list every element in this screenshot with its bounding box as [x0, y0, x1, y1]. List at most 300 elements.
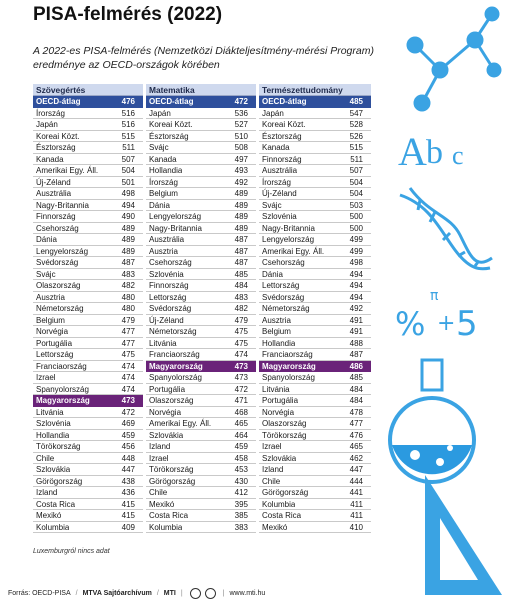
table-row [259, 453, 371, 465]
country-name: Koreai Közt. [262, 120, 306, 129]
country-name: Costa Rica [149, 511, 189, 520]
country-name: Görögország [36, 476, 83, 486]
table-row [259, 510, 371, 522]
score-value: 456 [121, 442, 135, 451]
score-value: 484 [349, 396, 363, 405]
score-value: 474 [121, 361, 135, 371]
country-name: Franciaország [36, 361, 87, 371]
table-row [259, 522, 371, 534]
country-name: Görögország [149, 476, 196, 486]
table-row [146, 372, 256, 384]
table-row [146, 292, 256, 304]
country-name: Ausztria [149, 246, 178, 256]
country-name: Észtország [262, 131, 302, 141]
table-row [33, 177, 143, 189]
score-value: 492 [234, 177, 248, 187]
mtva-logo-icon [190, 588, 201, 599]
score-value: 471 [234, 396, 248, 405]
country-name: Finnország [36, 212, 76, 221]
score-value: 494 [121, 200, 135, 210]
oecd-average-row [33, 96, 143, 108]
table-column [259, 84, 371, 533]
table-row [146, 453, 256, 465]
table-row [146, 177, 256, 189]
footer-separator: | [180, 590, 183, 597]
score-value: 448 [121, 453, 135, 463]
score-value: 447 [349, 465, 363, 474]
svg-text:+: + [437, 311, 456, 336]
triangle-ruler-icon [425, 475, 502, 595]
score-value: 415 [121, 511, 135, 520]
country-name: Dánia [36, 235, 57, 244]
country-name: Németország [262, 304, 310, 313]
country-name: Costa Rica [36, 499, 76, 509]
table-row [146, 430, 256, 442]
table-column [33, 84, 143, 533]
score-value: 487 [121, 258, 135, 267]
country-name: Szlovákia [36, 465, 71, 474]
table-row [146, 188, 256, 200]
score-value: 498 [121, 189, 135, 198]
table-row [259, 292, 371, 304]
country-name: Finnország [262, 154, 302, 164]
score-value: 410 [349, 522, 363, 532]
table-row [259, 303, 371, 315]
score-value: 487 [234, 258, 248, 267]
table-row [146, 407, 256, 419]
table-row [146, 522, 256, 534]
country-name: Kolumbia [262, 499, 296, 509]
table-row [259, 315, 371, 327]
score-value: 484 [234, 281, 248, 290]
table-row [33, 303, 143, 315]
score-value: 504 [349, 177, 363, 187]
country-name: Szlovákia [149, 430, 184, 440]
table-row [33, 476, 143, 488]
table-row [259, 234, 371, 246]
footer-credit: MTVA Sajtóarchívum [82, 590, 152, 597]
table-row [33, 154, 143, 166]
score-value: 438 [121, 476, 135, 486]
table-row [33, 119, 143, 131]
table-row [33, 246, 143, 258]
dna-icon [400, 188, 492, 269]
svg-text:%: % [395, 305, 426, 343]
table-row [33, 142, 143, 154]
table-row [146, 246, 256, 258]
country-name: Szlovénia [36, 419, 71, 428]
score-value: 500 [349, 212, 363, 221]
country-name: Belgium [262, 327, 291, 336]
score-value: 430 [234, 476, 248, 486]
country-name: Lengyelország [262, 235, 315, 244]
score-value: 473 [234, 361, 248, 371]
country-name: Portugália [262, 396, 299, 405]
score-value: 482 [234, 304, 248, 313]
table-row [33, 384, 143, 396]
score-value: 511 [122, 143, 135, 152]
table-row [33, 453, 143, 465]
table-row [259, 430, 371, 442]
country-name: Ausztrália [262, 166, 298, 175]
table-row [146, 200, 256, 212]
country-name: Izrael [149, 453, 169, 463]
score-value: 469 [121, 419, 135, 428]
table-row [33, 372, 143, 384]
country-name: Chile [36, 453, 55, 463]
table-row [33, 257, 143, 269]
score-value: 474 [121, 373, 135, 382]
country-name: Kanada [262, 143, 290, 152]
country-name: Csehország [36, 223, 79, 233]
country-name: Észtország [149, 131, 189, 141]
table-row [259, 338, 371, 350]
table-row [33, 108, 143, 120]
country-name: Litvánia [262, 384, 290, 394]
country-name: Izrael [36, 373, 56, 382]
table-row [259, 499, 371, 511]
decoration-panel [380, 0, 510, 600]
table-row [33, 487, 143, 499]
score-value: 483 [121, 269, 135, 279]
score-value: 515 [121, 131, 135, 141]
flask-icon [390, 360, 474, 482]
table-row [146, 418, 256, 430]
table-row [33, 349, 143, 361]
table-row [146, 384, 256, 396]
country-name: Ausztrália [149, 235, 185, 244]
table-row [146, 338, 256, 350]
table-row [146, 476, 256, 488]
table-row [146, 303, 256, 315]
country-name: Costa Rica [262, 511, 302, 520]
score-value: 477 [121, 327, 135, 336]
table-row [259, 188, 371, 200]
country-name: OECD-átlag [262, 97, 307, 106]
score-value: 480 [121, 304, 135, 313]
country-name: Koreai Közt. [149, 120, 193, 129]
score-value: 473 [121, 396, 135, 405]
molecule-icon [408, 8, 500, 110]
table-row [259, 177, 371, 189]
footer-separator: | [222, 590, 225, 597]
score-value: 526 [349, 131, 363, 141]
hungary-row [259, 361, 371, 373]
score-value: 411 [350, 499, 363, 509]
country-name: Finnország [149, 281, 189, 290]
country-name: Belgium [36, 315, 65, 325]
table-row [259, 418, 371, 430]
table-row [259, 384, 371, 396]
country-name: Lengyelország [36, 246, 89, 256]
table-row [259, 464, 371, 476]
country-name: Írország [262, 177, 291, 187]
table-row [146, 257, 256, 269]
table-row [33, 165, 143, 177]
score-value: 501 [121, 177, 135, 187]
country-name: Norvégia [36, 327, 69, 336]
score-value: 485 [349, 97, 363, 106]
country-name: Írország [36, 108, 65, 118]
oecd-average-row [259, 96, 371, 108]
country-name: Szlovénia [149, 269, 184, 279]
country-name: Chile [149, 488, 168, 497]
country-name: Svájc [262, 200, 282, 210]
country-name: Koreai Közt. [36, 131, 80, 141]
country-name: Mexikó [36, 511, 62, 520]
table-row [259, 487, 371, 499]
table-row [146, 315, 256, 327]
score-value: 383 [234, 522, 248, 532]
score-value: 507 [121, 154, 135, 164]
footer-separator: / [75, 590, 78, 597]
table-row [33, 499, 143, 511]
country-name: Magyarország [262, 361, 316, 371]
country-name: Spanyolország [149, 373, 202, 382]
country-name: Németország [149, 327, 197, 336]
country-name: Nagy-Britannia [149, 223, 202, 233]
table-row [259, 211, 371, 223]
table-row [259, 349, 371, 361]
score-value: 510 [234, 131, 248, 141]
country-name: Portugália [149, 384, 186, 394]
score-value: 483 [234, 292, 248, 302]
table-row [146, 154, 256, 166]
score-value: 494 [349, 292, 363, 302]
country-name: Ausztrália [36, 189, 72, 198]
country-name: Franciaország [262, 350, 313, 359]
table-row [259, 200, 371, 212]
column-header: Matematika [146, 84, 256, 96]
country-name: Nagy-Britannia [36, 200, 89, 210]
score-value: 412 [234, 488, 248, 497]
score-value: 515 [349, 143, 363, 152]
country-name: Japán [36, 120, 58, 129]
country-name: Új-Zéland [262, 189, 297, 198]
table-row [146, 326, 256, 338]
score-value: 475 [121, 350, 135, 359]
table-row [146, 441, 256, 453]
hungary-row [146, 361, 256, 373]
score-value: 485 [349, 373, 363, 382]
table-row [33, 188, 143, 200]
table-row [33, 200, 143, 212]
country-name: Csehország [262, 258, 305, 267]
score-value: 475 [234, 338, 248, 348]
score-value: 447 [121, 465, 135, 474]
math-symbols-icon [395, 288, 478, 344]
table-row [259, 131, 371, 143]
score-value: 498 [349, 258, 363, 267]
table-row [146, 269, 256, 281]
country-name: Kanada [36, 154, 64, 164]
country-name: Spanyolország [36, 384, 89, 394]
score-value: 462 [349, 453, 363, 463]
score-value: 503 [349, 200, 363, 210]
country-name: Olaszország [36, 281, 81, 290]
country-name: Kanada [149, 154, 177, 164]
score-value: 474 [121, 384, 135, 394]
score-value: 528 [349, 120, 363, 129]
table-row [146, 211, 256, 223]
score-value: 482 [121, 281, 135, 290]
country-name: Németország [36, 304, 84, 313]
country-name: Olaszország [149, 396, 194, 405]
country-name: Törökország [149, 465, 194, 474]
footer-source: Forrás: OECD-PISA [8, 590, 71, 597]
score-value: 500 [349, 223, 363, 233]
svg-text:π: π [430, 288, 439, 304]
country-name: Norvégia [149, 407, 182, 417]
results-tables [33, 84, 371, 533]
score-value: 491 [349, 327, 363, 336]
country-name: Spanyolország [262, 373, 315, 382]
table-row [146, 395, 256, 407]
country-name: Csehország [149, 258, 192, 267]
score-value: 441 [349, 488, 363, 497]
score-value: 476 [121, 97, 135, 106]
score-value: 444 [349, 476, 363, 486]
country-name: Svájc [36, 269, 56, 279]
table-row [33, 269, 143, 281]
page-subtitle: A 2022-es PISA-felmérés (Nemzetközi Diákteljesítmény-mérési Program) eredménye az OECD-országok körében [33, 45, 374, 71]
table-row [259, 280, 371, 292]
country-name: Izland [262, 465, 284, 474]
country-name: Szlovákia [262, 453, 297, 463]
table-row [259, 108, 371, 120]
score-value: 385 [234, 511, 248, 520]
country-name: Litvánia [36, 407, 64, 417]
country-name: Mexikó [149, 499, 175, 509]
score-value: 494 [349, 269, 363, 279]
svg-text:b: b [426, 134, 443, 171]
score-value: 479 [234, 315, 248, 325]
table-row [33, 522, 143, 534]
table-row [33, 430, 143, 442]
score-value: 474 [234, 350, 248, 359]
score-value: 489 [234, 189, 248, 198]
country-name: Hollandia [149, 166, 183, 175]
score-value: 480 [121, 292, 135, 302]
page-title: PISA-felmérés (2022) [33, 4, 223, 25]
score-value: 459 [234, 442, 248, 451]
country-name: Japán [149, 108, 171, 118]
country-name: Izland [149, 442, 171, 451]
footer [8, 588, 265, 599]
country-name: Mexikó [262, 522, 288, 532]
country-name: Amerikai Egy. Áll. [262, 246, 325, 256]
score-value: 536 [234, 108, 248, 118]
score-value: 516 [121, 108, 135, 118]
score-value: 493 [234, 166, 248, 175]
table-row [146, 499, 256, 511]
country-name: OECD-átlag [149, 97, 194, 106]
table-row [146, 165, 256, 177]
country-name: Dánia [262, 269, 283, 279]
score-value: 477 [349, 419, 363, 428]
score-value: 484 [349, 384, 363, 394]
country-name: Chile [262, 476, 281, 486]
country-name: Belgium [149, 189, 178, 198]
score-value: 409 [121, 522, 135, 532]
score-value: 494 [349, 281, 363, 290]
table-row [259, 407, 371, 419]
country-name: Svédország [36, 258, 79, 267]
table-row [33, 234, 143, 246]
table-row [146, 464, 256, 476]
score-value: 475 [234, 327, 248, 336]
table-row [259, 154, 371, 166]
table-row [146, 108, 256, 120]
table-row [146, 234, 256, 246]
footer-separator: / [156, 590, 159, 597]
score-value: 489 [121, 235, 135, 244]
table-column [146, 84, 256, 533]
abc-letters-icon [398, 129, 464, 174]
svg-text:c: c [452, 141, 464, 170]
score-value: 490 [121, 212, 135, 221]
score-value: 492 [349, 304, 363, 313]
score-value: 472 [234, 384, 248, 394]
country-name: Norvégia [262, 407, 295, 417]
table-row [33, 464, 143, 476]
score-value: 504 [121, 166, 135, 175]
country-name: Lengyelország [149, 212, 202, 221]
table-row [33, 441, 143, 453]
score-value: 473 [234, 373, 248, 382]
table-row [146, 280, 256, 292]
table-row [33, 338, 143, 350]
table-row [259, 165, 371, 177]
score-value: 497 [234, 154, 248, 164]
score-value: 436 [121, 488, 135, 497]
table-row [259, 142, 371, 154]
table-row [146, 119, 256, 131]
footer-agency: MTI [163, 590, 176, 597]
score-value: 476 [349, 430, 363, 440]
country-name: Franciaország [149, 350, 200, 359]
country-name: Lettország [262, 281, 300, 290]
score-value: 491 [349, 315, 363, 325]
country-name: Görögország [262, 488, 309, 497]
table-row [259, 395, 371, 407]
country-name: Amerikai Egy. Áll. [36, 166, 99, 175]
table-row [33, 131, 143, 143]
score-value: 489 [234, 223, 248, 233]
score-value: 465 [349, 442, 363, 451]
country-name: Olaszország [262, 419, 307, 428]
country-name: Lettország [149, 292, 187, 302]
country-name: Litvánia [149, 338, 177, 348]
score-value: 478 [349, 407, 363, 417]
country-name: OECD-átlag [36, 97, 81, 106]
country-name: Törökország [36, 442, 81, 451]
country-name: Izrael [262, 442, 282, 451]
score-value: 479 [121, 315, 135, 325]
score-value: 508 [234, 143, 248, 152]
svg-text:5: 5 [456, 304, 478, 344]
score-value: 485 [234, 269, 248, 279]
footer-url: www.mti.hu [229, 590, 266, 597]
country-name: Svédország [262, 292, 305, 302]
score-value: 489 [121, 223, 135, 233]
score-value: 499 [349, 235, 363, 244]
score-value: 487 [234, 235, 248, 244]
score-value: 527 [234, 120, 248, 129]
score-value: 472 [121, 407, 135, 417]
score-value: 472 [234, 97, 248, 106]
score-value: 459 [121, 430, 135, 440]
